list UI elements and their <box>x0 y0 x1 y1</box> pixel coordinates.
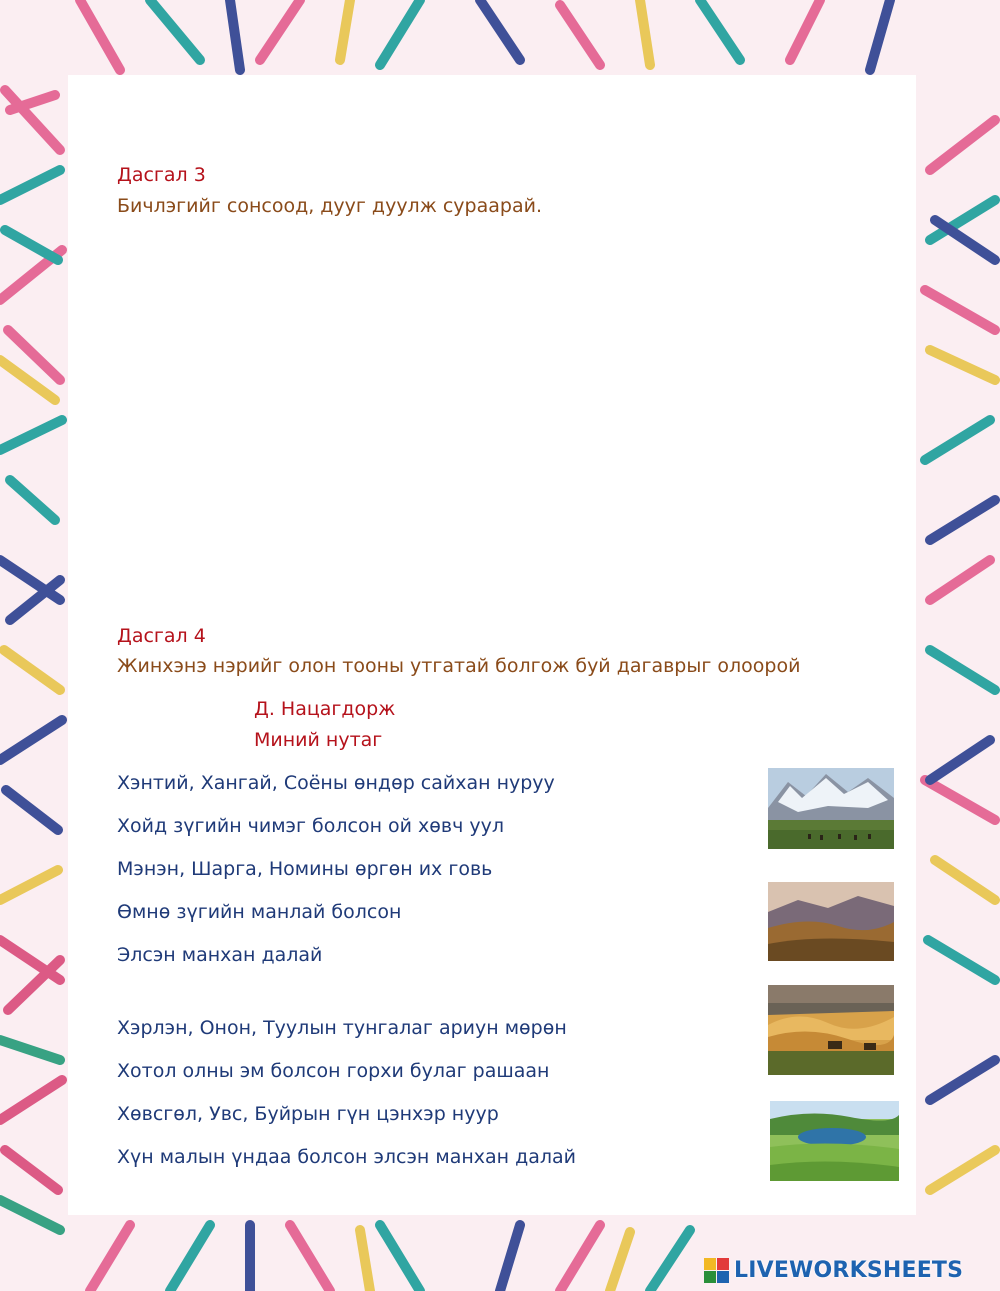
liveworksheets-brand: LIVEWORKSHEETS <box>734 1258 964 1283</box>
poem-line: Хэрлэн, Онон, Туулын тунгалаг ариун мөрөн <box>117 1017 567 1039</box>
exercise-4-title: Дасгал 4 <box>117 625 206 647</box>
poem-line: Элсэн манхан далай <box>117 944 323 966</box>
poem-line: Хүн малын үндаа болсон элсэн манхан далай <box>117 1146 577 1168</box>
poem-line: Хэнтий, Хангай, Соёны өндөр сайхан нуруу <box>117 772 555 794</box>
sand-dunes-photo <box>768 985 894 1075</box>
poem-line: Хотол олны эм болсон горхи булаг рашаан <box>117 1060 550 1082</box>
poem-line: Хөвсгөл, Увс, Буйрын гүн цэнхэр нуур <box>117 1103 499 1125</box>
poem-author: Д. Нацагдорж <box>254 698 396 720</box>
exercise-3-title: Дасгал 3 <box>117 164 206 186</box>
poem-line: Өмнө зүгийн манлай болсон <box>117 901 402 923</box>
poem-title: Миний нутаг <box>254 729 383 751</box>
mountain-range-photo <box>768 768 894 849</box>
poem-line: Мэнэн, Шарга, Номины өргөн их говь <box>117 858 493 880</box>
liveworksheets-logo[interactable] <box>704 1254 996 1288</box>
exercise-4-instruction: Жинхэнэ нэрийг олон тооны утгатай болгож буй дагаврыг олоорой <box>117 655 801 677</box>
exercise-3-instruction: Бичлэгийг сонсоод, дууг дуулж сураарай. <box>117 195 542 217</box>
liveworksheets-cube-icon <box>704 1258 730 1284</box>
steppe-hills-photo <box>768 882 894 961</box>
poem-line: Хойд зүгийн чимэг болсон ой хөвч уул <box>117 815 505 837</box>
lake-valley-photo <box>770 1101 899 1181</box>
